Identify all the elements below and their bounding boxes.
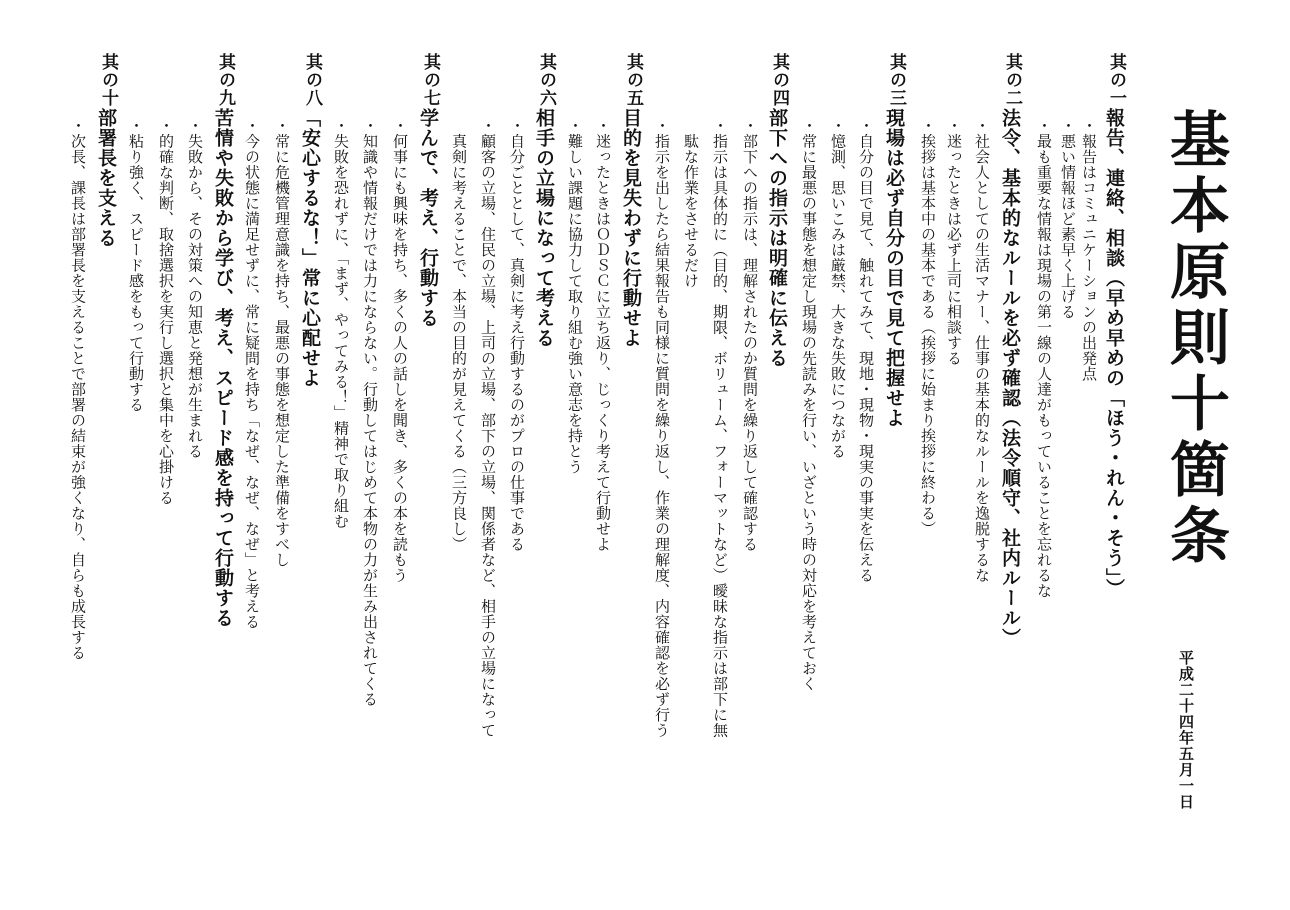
section-number: 其の九	[215, 53, 235, 107]
section-item: ・知識や情報だけでは力にならない。行動してはじめて本物の力が生み出されてくる	[361, 118, 379, 707]
section-heading: 学んで、考え、行動する	[417, 108, 439, 328]
section-item: ・次長、課長は部署長を支えることで部署の結束が強くなり、自らも成長する	[69, 118, 87, 661]
page-title: 基本原則十箇条	[1160, 108, 1230, 570]
section-heading: 部下への指示は明確に伝える	[766, 108, 788, 368]
section-item: ・迷ったときはＯＤＳＣに立ち返り、じっくり考えて行動せよ	[594, 118, 612, 552]
section-number: 其の三	[886, 53, 906, 107]
section-item: ・失敗から、その対策への知恵と発想が生まれる	[186, 118, 204, 459]
section-item: ・顧客の立場、住民の立場、上司の立場、部下の立場、関係者など、相手の立場になって	[479, 118, 497, 738]
section-number: 其の二	[1002, 53, 1022, 107]
section-item: ・常に最悪の事態を想定し現場の先読みを行い、いざという時の対応を考えておく	[800, 118, 818, 692]
section-item: ・自分ごととして、真剣に考え行動するのがプロの仕事である	[508, 118, 526, 552]
section-heading: 苦情や失敗から学び、考え、スピード感を持って行動する	[212, 108, 234, 628]
section-item: 駄な作業をさせるだけ	[682, 118, 700, 289]
section-item: ・迷ったときは必ず上司に相談する	[945, 118, 963, 366]
section-number: 其の七	[420, 53, 440, 107]
section-number: 其の八	[302, 53, 322, 107]
section-item: ・指示は具体的に（目的、期限、ボリューム、フォーマットなど）曖昧な指示は部下に無	[711, 118, 729, 738]
section-heading: 相手の立場になって考える	[533, 108, 555, 348]
section-item: ・憶測、思いこみは厳禁、大きな失敗につながる	[829, 118, 847, 459]
section-item: ・社会人としての生活マナー、仕事の基本的なルールを逸脱するな	[973, 118, 991, 583]
section-item: ・難しい課題に協力して取り組む強い意志を持とう	[566, 118, 584, 475]
section-heading: 報告、連絡、相談（早め早めの「ほう・れん・そう」）	[1103, 108, 1125, 599]
date-label: 平成二十四年五月一日	[1177, 650, 1195, 810]
section-item: ・的確な判断、取捨選択を実行し選択と集中を心掛ける	[157, 118, 175, 506]
section-item: ・自分の目で見て、触れてみて、現地・現物・現実の事実を伝える	[857, 118, 875, 583]
section-item: ・部下への指示は、理解されたのか質問を繰り返して確認する	[741, 118, 759, 552]
section-item: ・挨拶は基本中の基本である（挨拶に始まり挨拶に終わる）	[919, 118, 937, 537]
section-heading: 現場は必ず自分の目で見て把握せよ	[883, 108, 905, 428]
section-heading: 「安心するな！」常に心配せよ	[299, 108, 321, 388]
section-item: ・悪い情報ほど素早く上げる	[1059, 118, 1077, 320]
section-heading: 法令、基本的なルールを必ず確認（法令順守、社内ルール）	[999, 108, 1021, 648]
section-item: ・今の状態に満足せずに、常に疑問を持ち「なぜ、なぜ、なぜ」と考える	[243, 118, 261, 630]
section-item: ・最も重要な情報は現場の第一線の人達がもっていることを忘れるな	[1035, 118, 1053, 599]
section-item: ・指示を出したら結果報告も同様に質問を繰り返し、作業の理解度、内容確認を必ず行う	[653, 118, 671, 738]
section-number: 其の五	[623, 53, 643, 107]
section-number: 其の四	[769, 53, 789, 107]
section-item: ・失敗を恐れずに、「まず、やってみる！」精神で取り組む	[332, 118, 350, 529]
section-item: ・報告はコミュニケーションの出発点	[1080, 118, 1098, 382]
section-item: ・粘り強く、スピード感をもって行動する	[127, 118, 145, 413]
section-heading: 部署長を支える	[95, 108, 117, 248]
section-item: 真剣に考えることで、本当の目的が見えてくる（三方良し）	[450, 118, 468, 552]
section-item: ・何事にも興味を持ち、多くの人の話しを聞き、多くの本を読もう	[391, 118, 409, 583]
section-heading: 目的を見失わずに行動せよ	[620, 108, 642, 348]
section-number: 其の一	[1106, 53, 1126, 107]
section-number: 其の六	[536, 53, 556, 107]
section-number: 其の十	[98, 53, 118, 107]
section-item: ・常に危機管理意識を持ち、最悪の事態を想定した準備をすべし	[273, 118, 291, 568]
